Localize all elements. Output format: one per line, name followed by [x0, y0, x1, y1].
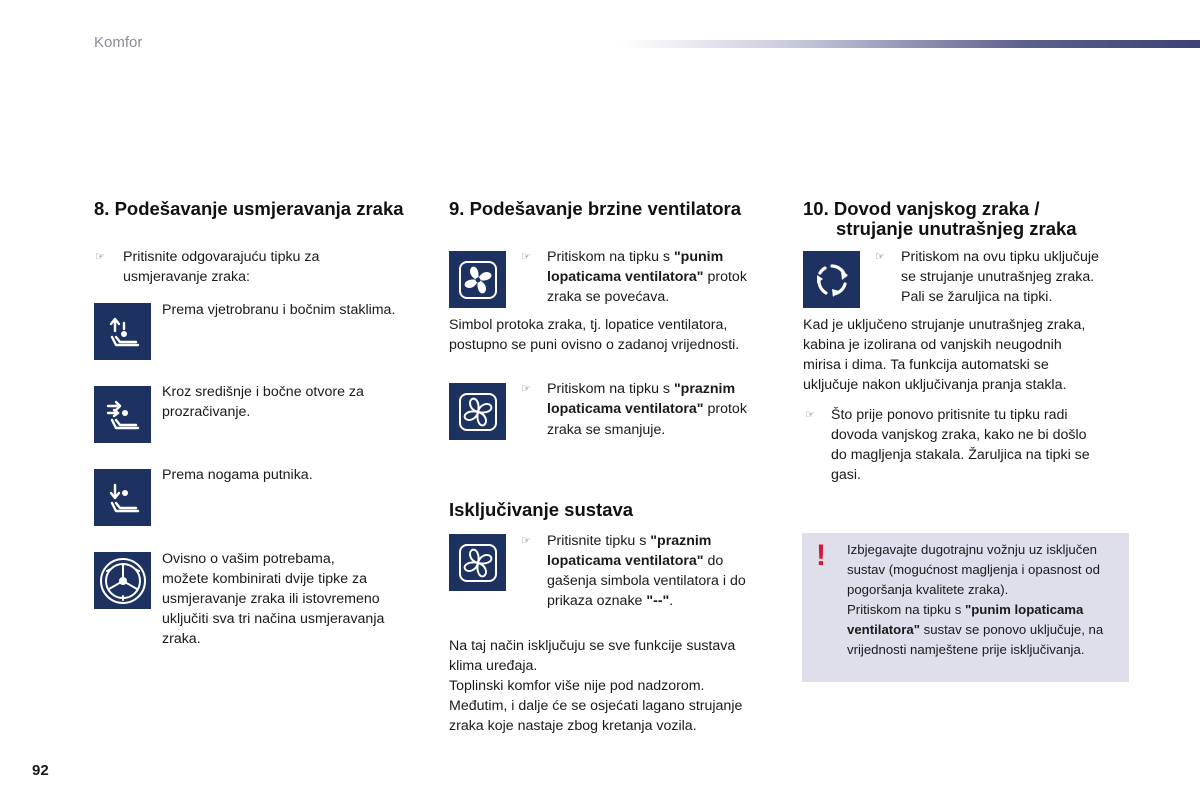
air-recirculation-icon[interactable]: [803, 251, 860, 308]
col2-p2-line-4: Međutim, i dalje će se osjećati lagano strujanje: [449, 698, 743, 714]
col2-b3-line-3: gašenja simbola ventilatora i do: [547, 573, 746, 589]
col1-item-4-line-2: možete kombinirati dvije tipke za: [162, 571, 368, 587]
fan-empty-blades-icon[interactable]: [449, 534, 506, 591]
col2-p2-line-3: Toplinski komfor više nije pod nadzorom.: [449, 678, 705, 694]
col1-item-4-line-5: zraka.: [162, 631, 201, 647]
col2-p2-line-1: Na taj način isključuju se sve funkcije sustava: [449, 638, 736, 654]
fan-empty-blades-icon[interactable]: [449, 383, 506, 440]
col1-intro-line-2: usmjeravanje zraka:: [123, 269, 250, 285]
col2-b2-line-1: Pritiskom na tipku s "praznim: [547, 381, 736, 397]
col3-p1-line-2: kabina je izolirana od vanjskih neugodnih: [803, 337, 1062, 353]
col3-p1-line-4: uključuje nakon uključivanja pranja stakla.: [803, 377, 1067, 393]
col2-subtitle: Isključivanje sustava: [449, 499, 634, 520]
col2-b3-line-2: lopaticama ventilatora" do: [547, 553, 724, 569]
col1-item-4-line-4: uključiti sva tri načina usmjeravanja: [162, 611, 385, 627]
pointer-icon: ☞: [95, 251, 105, 263]
warning-exclamation-icon: !: [816, 539, 826, 572]
col1-intro-line-1: Pritisnite odgovarajuću tipku za: [123, 249, 320, 265]
col3-title-line-1: 10. Dovod vanjskog zraka /: [803, 198, 1040, 219]
pointer-icon: ☞: [521, 251, 531, 263]
col3-b2-line-1: Što prije ponovo pritisnite tu tipku radi: [831, 407, 1068, 423]
col2-p1-line-1: Simbol protoka zraka, tj. lopatice ventilatora,: [449, 317, 728, 333]
col2-b2-line-2: lopaticama ventilatora" protok: [547, 401, 747, 417]
pointer-icon: ☞: [805, 409, 815, 421]
col2-b1-line-3: zraka se povećava.: [547, 289, 670, 305]
col1-item-4-line-1: Ovisno o vašim potrebama,: [162, 551, 335, 567]
col3-b2-line-4: gasi.: [831, 467, 861, 483]
col3-b2-line-2: dovoda vanjskog zraka, kako ne bi došlo: [831, 427, 1087, 443]
col2-b2-line-3: zraka se smanjuje.: [547, 422, 666, 438]
col3-b2-line-3: do magljenja stakala. Žaruljica na tipki se: [831, 447, 1090, 463]
pointer-icon: ☞: [875, 251, 885, 263]
col3-b1-line-3: Pali se žaruljica na tipki.: [901, 289, 1053, 305]
pointer-icon: ☞: [521, 535, 531, 547]
footwell-airflow-icon[interactable]: [94, 469, 151, 526]
col3-title-line-2: strujanje unutrašnjeg zraka: [836, 218, 1077, 239]
col1-title: 8. Podešavanje usmjeravanja zraka: [94, 198, 404, 219]
col2-p2-line-5: zraka koje nastaje zbog kretanja vozila.: [449, 718, 697, 734]
pointer-icon: ☞: [521, 383, 531, 395]
col1-item-1-line-1: Prema vjetrobranu i bočnim staklima.: [162, 302, 396, 318]
air-distribution-knob-icon[interactable]: [94, 552, 151, 609]
warning-text: Izbjegavajte dugotrajnu vožnju uz isključen sustav (mogućnost magljenja i opasnost od pogoršanja kvalitete zraka). Pritiskom na tipku s "punim lopaticama ventilatora" sustav se ponovo uključuje, na vrijednosti namještene prije isključivanja.: [847, 542, 1104, 657]
col1-item-2-line-1: Kroz središnje i bočne otvore za: [162, 384, 364, 400]
col2-b1-line-2: lopaticama ventilatora" protok: [547, 269, 747, 285]
col3-p1-line-3: mirisa i dima. Ta funkcija automatski se: [803, 357, 1049, 373]
center-vents-airflow-icon[interactable]: [94, 386, 151, 443]
col3-p1-line-1: Kad je uključeno strujanje unutrašnjeg zraka,: [803, 317, 1086, 333]
col1-item-4-line-3: usmjeravanje zraka ili istovremeno: [162, 591, 380, 607]
col2-title: 9. Podešavanje brzine ventilatora: [449, 198, 741, 219]
col2-p2-line-2: klima uređaja.: [449, 658, 538, 674]
section-label: Komfor: [94, 34, 143, 51]
col2-p1-line-2: postupno se puni ovisno o zadanoj vrijednosti.: [449, 337, 740, 353]
col2-b3-line-4: prikaza oznake "--".: [547, 593, 674, 609]
page-number: 92: [32, 762, 49, 779]
col2-b1-line-1: Pritiskom na tipku s "punim: [547, 249, 724, 265]
windshield-airflow-icon[interactable]: [94, 303, 151, 360]
header-gradient-bar: [620, 40, 1200, 48]
col1-item-2-line-2: prozračivanje.: [162, 404, 251, 420]
col3-b1-line-1: Pritiskom na ovu tipku uključuje: [901, 249, 1099, 265]
col1-item-3-line-1: Prema nogama putnika.: [162, 467, 313, 483]
fan-full-blades-icon[interactable]: [449, 251, 506, 308]
warning-box: [802, 533, 1129, 682]
col2-b3-line-1: Pritisnite tipku s "praznim: [547, 533, 712, 549]
col3-b1-line-2: se strujanje unutrašnjeg zraka.: [901, 269, 1095, 285]
